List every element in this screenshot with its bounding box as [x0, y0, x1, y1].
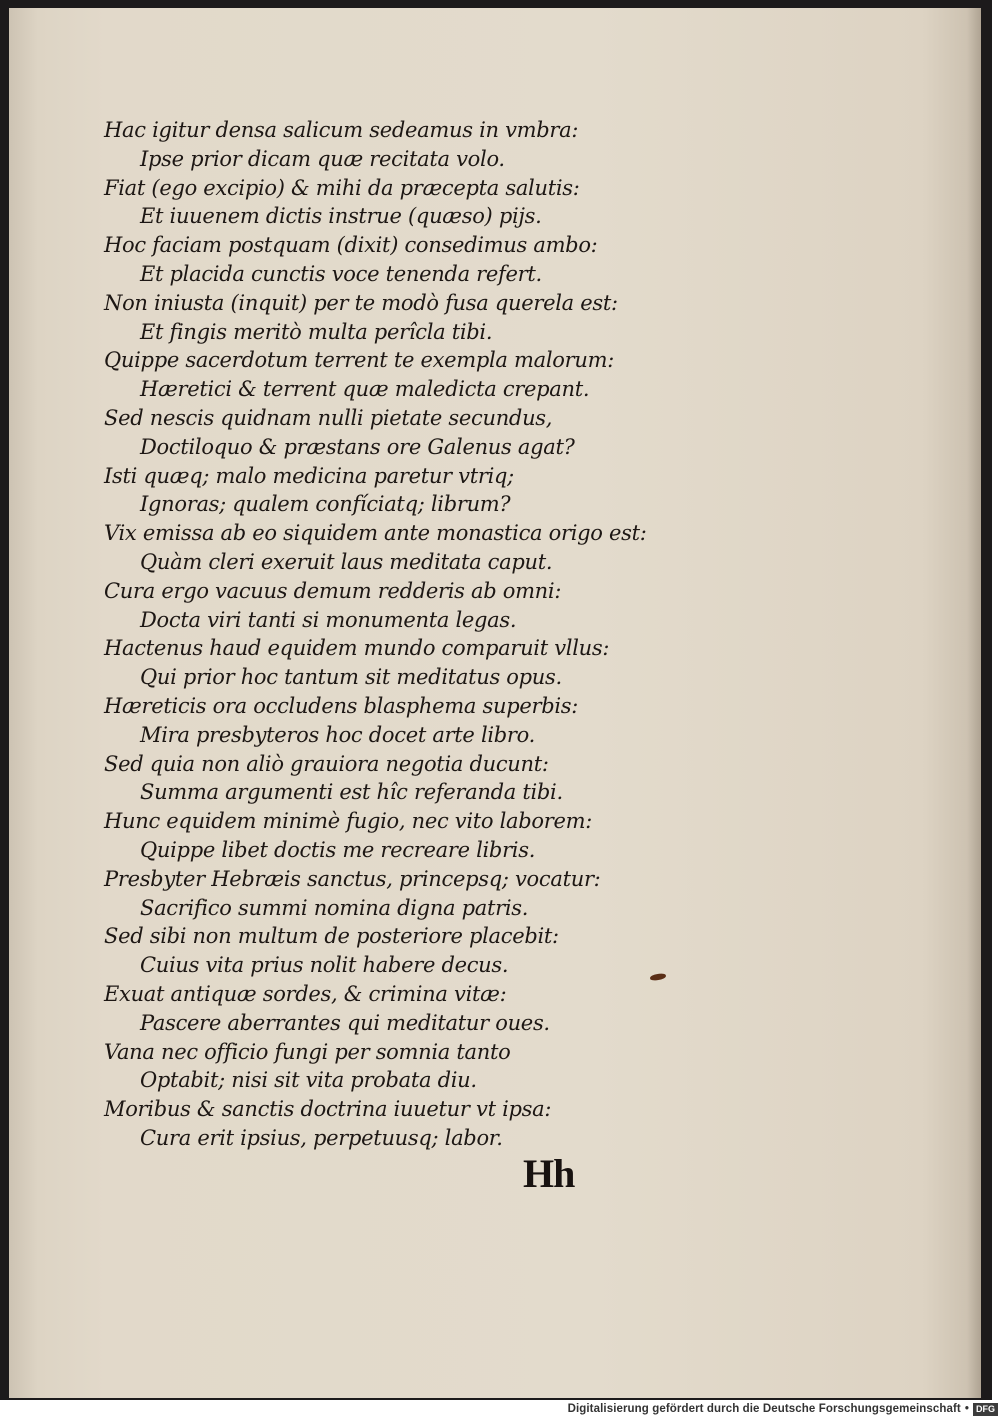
- funding-credit: Digitalisierung gefördert durch die Deutsche Forschungsgemeinschaft: [567, 1403, 961, 1415]
- verse-line: Ipse prior dicam quæ recitata volo.: [140, 146, 505, 171]
- verse-line: Et fingis meritò multa perîcla tibi.: [140, 319, 493, 344]
- digitization-footer: [568, 1402, 998, 1416]
- verse-line: Cura ergo vacuus demum redderis ab omni:: [104, 578, 562, 603]
- verse-line: Hactenus haud equidem mundo comparuit vllus:: [104, 636, 610, 661]
- verse-line: Summa argumenti est hîc referanda tibi.: [140, 780, 563, 805]
- verse-line: Hoc faciam postquam (dixit) consedimus ambo:: [104, 233, 598, 258]
- verse-line: Quippe libet doctis me recreare libris.: [140, 838, 536, 862]
- verse-line: Hac igitur densa salicum sedeamus in vmbra:: [104, 118, 579, 142]
- verse-line: Hæretici & terrent quæ maledicta crepant.: [140, 377, 590, 402]
- verse-line: Cura erit ipsius, perpetuusq; labor.: [140, 1126, 503, 1150]
- verse-line: Fiat (ego excipio) & mihi da præcepta salutis:: [104, 175, 580, 200]
- verse-line: Non iniusta (inquit) per te modò fusa querela est:: [104, 290, 618, 315]
- verse-line: Et iuuenem dictis instrue (quæso) pijs.: [140, 204, 542, 229]
- verse-line: Optabit; nisi sit vita probata diu.: [140, 1068, 477, 1093]
- verse-line: Vix emissa ab eo siquidem ante monastica origo est:: [104, 521, 647, 546]
- verse-line: Et placida cunctis voce tenenda refert.: [140, 262, 542, 286]
- verse-line: Vana nec officio fungi per somnia tanto: [104, 1039, 511, 1064]
- verse-line: Quippe sacerdotum terrent te exempla malorum:: [104, 348, 614, 373]
- verse-line: Hunc equidem minimè fugio, nec vito laborem:: [104, 809, 593, 834]
- signature-mark: Hh: [523, 1151, 575, 1196]
- verse-line: Docta viri tanti si monumenta legas.: [140, 607, 517, 632]
- footer-separator: •: [964, 1403, 969, 1415]
- verse-line: Mira presbyteros hoc docet arte libro.: [140, 722, 536, 747]
- verse-line: Ignoras; qualem confíciatq; librum?: [140, 492, 511, 517]
- verse-line: Sed sibi non multum de posteriore placebit:: [104, 924, 559, 949]
- verse-line: Qui prior hoc tantum sit meditatus opus.: [140, 665, 562, 690]
- verse-line: Moribus & sanctis doctrina iuuetur vt ipsa:: [104, 1097, 552, 1122]
- verse-block: [9, 8, 981, 1398]
- verse-line: Sed quia non aliò grauiora negotia ducunt:: [104, 751, 549, 776]
- verse-line: Doctiloquo & præstans ore Galenus agat?: [140, 434, 575, 459]
- verse-line: Isti quæq; malo medicina paretur vtriq;: [104, 463, 514, 488]
- verse-line: Quàm cleri exeruit laus meditata caput.: [140, 550, 553, 574]
- book-page: [9, 8, 981, 1398]
- verse-line: Sed nescis quidnam nulli pietate secundus,: [104, 406, 553, 430]
- verse-line: Cuius vita prius nolit habere decus.: [140, 953, 509, 978]
- verse-line: Pascere aberrantes qui meditatur oues.: [140, 1010, 550, 1035]
- verse-line: Hæreticis ora occludens blasphema superbis:: [104, 694, 579, 718]
- verse-line: Sacrifico summi nomina digna patris.: [140, 895, 529, 920]
- dfg-logo: DFG: [973, 1403, 998, 1416]
- verse-line: Exuat antiquæ sordes, & crimina vitæ:: [104, 982, 507, 1006]
- verse-line: Presbyter Hebræis sanctus, princepsq; vocatur:: [104, 866, 601, 891]
